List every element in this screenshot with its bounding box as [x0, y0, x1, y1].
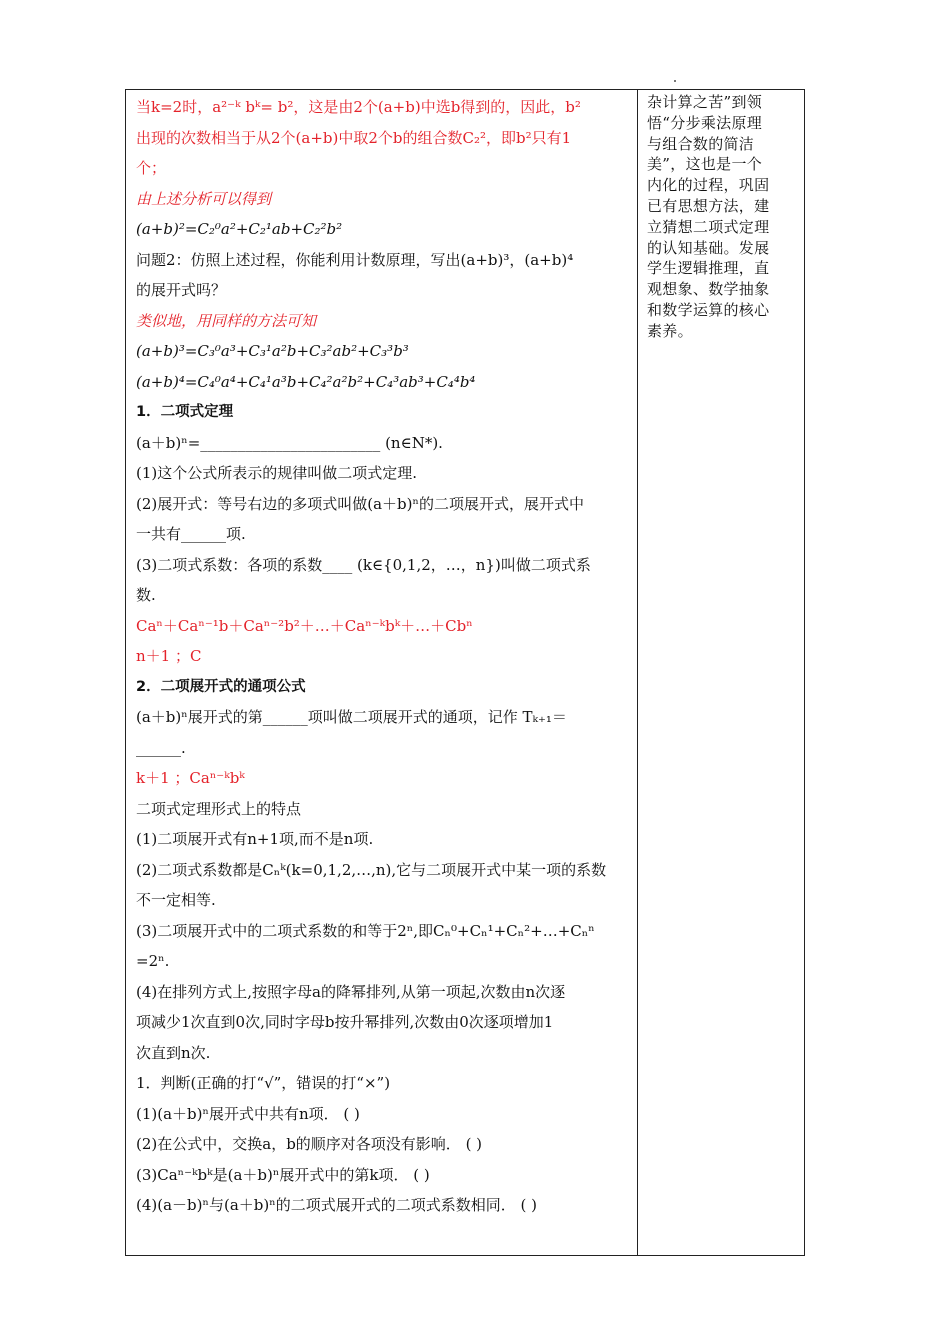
text-line: 1．判断(正确的打“√”，错误的打“×”): [136, 1074, 391, 1092]
text-line: 二项式定理形式上的特点: [136, 799, 302, 818]
text-line: 出现的次数相当于从2个(a+b)中取2个b的组合数C₂²，即b²只有1: [136, 128, 572, 147]
lesson-table: [125, 89, 805, 1256]
formula-line: (a+b)⁴=C₄⁰a⁴+C₄¹a³b+C₄²a²b²+C₄³ab³+C₄⁴b⁴: [136, 372, 476, 391]
text-line: 不一定相等.: [136, 891, 216, 909]
column-divider: [637, 90, 638, 1255]
side-line: 已有思想方法，建: [647, 196, 770, 215]
text-line: (2)展开式：等号右边的多项式叫做(a＋b)ⁿ的二项展开式，展开式中: [136, 494, 584, 513]
side-line: 杂计算之苦”到领: [647, 93, 763, 111]
text-line: 一共有______项.: [136, 525, 246, 543]
question-line: (1)(a＋b)ⁿ展开式中共有n项． ( ): [136, 1104, 360, 1123]
text-line: 个；: [136, 159, 167, 177]
side-line: 悟“分步乘法原理: [647, 113, 763, 132]
side-line: 观想象、数学抽象: [647, 280, 770, 299]
text-line: 数.: [136, 586, 156, 604]
text-line: 当k=2时，a²⁻ᵏ bᵏ= b²，这是由2个(a+b)中选b得到的，因此，b²: [136, 98, 581, 116]
text-line: (4)在排列方式上,按照字母a的降幂排列,从第一项起,次数由n次逐: [136, 982, 566, 1001]
text-line: 问题2：仿照上述过程，你能利用计数原理，写出(a+b)³，(a+b)⁴: [136, 250, 574, 269]
text-line: =2ⁿ.: [136, 952, 170, 970]
section-heading: 2．二项展开式的通项公式: [136, 678, 306, 695]
text-line: (2)二项式系数都是Cₙᵏ(k=0,1,2,…,n),它与二项展开式中某一项的系数: [136, 860, 607, 879]
formula-line: (a+b)³=C₃⁰a³+C₃¹a²b+C₃²ab²+C₃³b³: [136, 342, 409, 360]
text-line: (3)二项式系数：各项的系数____ (k∈{0,1,2，…，n})叫做二项式系: [136, 555, 591, 574]
side-line: 与组合数的简洁: [647, 134, 755, 153]
text-line: 项减少1次直到0次,同时字母b按升幂排列,次数由0次逐项增加1: [136, 1013, 554, 1031]
text-line: 类似地，用同样的方法可知: [136, 311, 317, 330]
main-column: [136, 92, 630, 1221]
side-line: 的认知基础。发展: [647, 238, 770, 257]
page-dot: [674, 80, 676, 82]
text-line: (a＋b)ⁿ展开式的第______项叫做二项展开式的通项，记作 Tₖ₊₁＝: [136, 708, 567, 726]
side-line: 美”，这也是一个: [647, 155, 763, 174]
text-line: 次直到n次.: [136, 1043, 211, 1062]
answer-line: Caⁿ＋Caⁿ⁻¹b＋Caⁿ⁻²b²＋…＋Caⁿ⁻ᵏbᵏ＋…＋Cbⁿ: [136, 616, 473, 635]
side-line: 和数学运算的核心: [647, 300, 770, 319]
text-line: (3)二项展开式中的二项式系数的和等于2ⁿ,即Cₙ⁰+Cₙ¹+Cₙ²+…+Cₙⁿ: [136, 921, 595, 940]
text-line: (a＋b)ⁿ=________________________ (n∈N*).: [136, 433, 443, 452]
answer-line: k＋1 ；Caⁿ⁻ᵏbᵏ: [136, 769, 245, 787]
text-line: 由上述分析可以得到: [136, 189, 272, 208]
text-line: 的展开式吗？: [136, 281, 227, 299]
question-line: (3)Caⁿ⁻ᵏbᵏ是(a＋b)ⁿ展开式中的第k项． ( ): [136, 1165, 430, 1184]
side-line: 立猜想二项式定理: [647, 217, 770, 236]
text-line: (1)二项展开式有n+1项,而不是n项.: [136, 830, 374, 848]
side-line: 内化的过程，巩固: [647, 176, 770, 195]
formula-line: (a+b)²=C₂⁰a²+C₂¹ab+C₂²b²: [136, 220, 343, 238]
side-line: 学生逻辑推理，直: [647, 259, 770, 278]
text-line: ______.: [136, 738, 186, 757]
question-line: (2)在公式中，交换a，b的顺序对各项没有影响． ( ): [136, 1135, 483, 1153]
side-line: 素养。: [647, 321, 693, 340]
section-heading: 1．二项式定理: [136, 404, 234, 420]
text-line: (1)这个公式所表示的规律叫做二项式定理.: [136, 464, 418, 482]
answer-line: n＋1 ；C: [136, 647, 202, 665]
side-column: [647, 92, 783, 342]
question-line: (4)(a－b)ⁿ与(a＋b)ⁿ的二项式展开式的二项式系数相同． ( ): [136, 1196, 537, 1214]
